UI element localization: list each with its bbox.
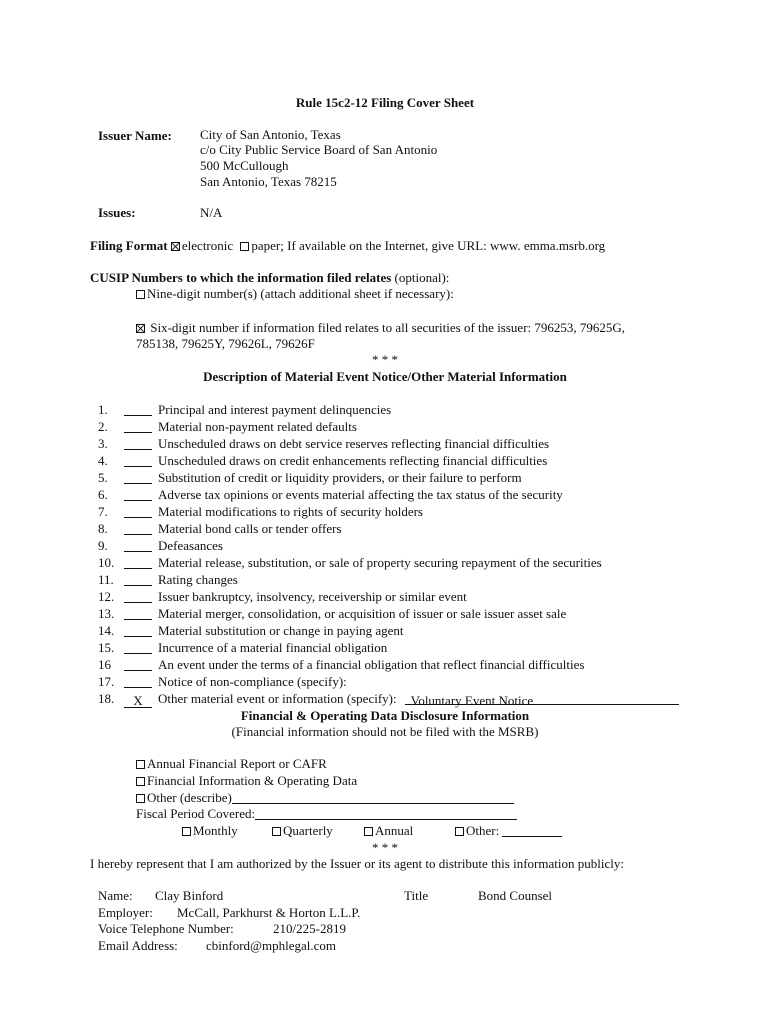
quarterly-label: Quarterly	[283, 823, 333, 838]
email-label: Email Address:	[98, 938, 178, 953]
other-describe-checkbox[interactable]	[136, 794, 145, 803]
material-event-item	[98, 401, 391, 418]
nine-digit-label: Nine-digit number(s) (attach additional sheet if necessary):	[147, 286, 454, 301]
fin-info-row	[136, 773, 357, 789]
material-event-item	[98, 554, 602, 571]
item-number: 9.	[98, 538, 108, 553]
material-event-item	[98, 469, 522, 486]
item-check-blank[interactable]	[124, 403, 152, 416]
issues-value: N/A	[200, 205, 223, 220]
item-description: An event under the terms of a financial obligation that reflect financial difficulties	[158, 657, 585, 672]
issuer-name-label: Issuer Name:	[98, 128, 172, 143]
period-options-row	[182, 823, 238, 839]
item-description: Material substitution or change in paying agent	[158, 623, 404, 638]
issuer-line-3: 500 McCullough	[200, 158, 289, 173]
paper-checkbox[interactable]	[240, 242, 249, 251]
item-description: Material merger, consolidation, or acquisition of issuer or sale issuer asset sale	[158, 606, 567, 621]
monthly-checkbox[interactable]	[182, 827, 191, 836]
item-number: 11.	[98, 572, 114, 587]
item-description: Principal and interest payment delinquencies	[158, 402, 392, 417]
material-event-item	[98, 605, 566, 622]
item-number: 4.	[98, 453, 108, 468]
item-number: 13.	[98, 606, 115, 621]
item-description: Incurrence of a material financial obligation	[158, 640, 388, 655]
item-number: 2.	[98, 419, 108, 434]
description-heading: Description of Material Event Notice/Other Material Information	[203, 369, 567, 384]
quarterly-checkbox[interactable]	[272, 827, 281, 836]
item-check-blank[interactable]	[124, 505, 152, 518]
item-check-blank[interactable]	[124, 590, 152, 603]
monthly-label: Monthly	[193, 823, 238, 838]
item-number: 8.	[98, 521, 108, 536]
item-check-blank[interactable]	[124, 454, 152, 467]
fin-info-checkbox[interactable]	[136, 777, 145, 786]
employer-value: McCall, Parkhurst & Horton L.L.P.	[177, 905, 361, 920]
quarterly-option	[272, 823, 333, 839]
item-check-blank[interactable]: X	[124, 695, 152, 708]
item-check-blank[interactable]	[124, 437, 152, 450]
fin-info-label: Financial Information & Operating Data	[147, 773, 358, 788]
other-describe-label: Other (describe)	[147, 790, 232, 805]
six-digit-label: Six-digit number if information filed relates to all securities of the issuer: 796253, 79625G,	[150, 320, 626, 335]
issuer-line-1: City of San Antonio, Texas	[200, 127, 341, 142]
cusip-optional: (optional):	[394, 270, 450, 285]
annual-report-row	[136, 756, 327, 772]
fiscal-period-label: Fiscal Period Covered:	[136, 806, 256, 821]
item-check-blank[interactable]	[124, 641, 152, 654]
issues-label: Issues:	[98, 205, 136, 220]
material-event-item	[98, 690, 679, 707]
item-number: 5.	[98, 470, 108, 485]
annual-label: Annual	[375, 823, 414, 838]
annual-report-checkbox[interactable]	[136, 760, 145, 769]
item-number: 3.	[98, 436, 108, 451]
contact-title-label: Title	[404, 888, 429, 903]
six-digit-continued: 785138, 79625Y, 79626L, 79626F	[136, 336, 315, 351]
material-event-item	[98, 656, 584, 673]
material-event-item	[98, 639, 387, 656]
fiscal-period-row	[136, 806, 517, 822]
item-check-blank[interactable]	[124, 556, 152, 569]
other-describe-row	[136, 790, 514, 806]
item-check-blank[interactable]	[124, 420, 152, 433]
contact-name-label: Name:	[98, 888, 133, 903]
paper-label: paper; If available on the Internet, give URL: www. emma.msrb.org	[251, 238, 606, 253]
item-description: Other material event or information (specify):	[158, 691, 397, 706]
item-number: 6.	[98, 487, 108, 502]
phone-value: 210/225-2819	[273, 921, 346, 936]
item-description: Material modifications to rights of security holders	[158, 504, 423, 519]
annual-option	[364, 823, 413, 839]
material-event-item	[98, 503, 423, 520]
material-event-item	[98, 537, 223, 554]
page-title: Rule 15c2-12 Filing Cover Sheet	[295, 95, 475, 110]
item-number: 16	[98, 657, 111, 672]
item-number: 7.	[98, 504, 108, 519]
item-check-blank[interactable]	[124, 573, 152, 586]
financial-subheading: (Financial information should not be filed with the MSRB)	[231, 724, 539, 739]
item-check-blank[interactable]	[124, 624, 152, 637]
item-number: 14.	[98, 623, 115, 638]
nine-digit-checkbox[interactable]	[136, 290, 145, 299]
phone-label: Voice Telephone Number:	[98, 921, 234, 936]
cusip-heading-row	[90, 270, 449, 286]
separator-1: * * *	[372, 352, 398, 367]
contact-name: Clay Binford	[155, 888, 224, 903]
filing-format-label: Filing Format	[90, 238, 168, 253]
material-event-item	[98, 588, 467, 605]
employer-label: Employer:	[98, 905, 153, 920]
item-specify-field[interactable]: Voluntary Event Notice	[405, 692, 679, 705]
annual-checkbox[interactable]	[364, 827, 373, 836]
six-digit-row	[136, 320, 625, 336]
item-check-blank[interactable]	[124, 607, 152, 620]
item-description: Issuer bankruptcy, insolvency, receivership or similar event	[158, 589, 467, 604]
item-description: Defeasances	[158, 538, 223, 553]
separator-2: * * *	[372, 840, 398, 855]
item-description: Material release, substitution, or sale of property securing repayment of the securities	[158, 555, 602, 570]
item-description: Material bond calls or tender offers	[158, 521, 342, 536]
item-number: 12.	[98, 589, 115, 604]
email-value: cbinford@mphlegal.com	[206, 938, 337, 953]
item-number: 17.	[98, 674, 115, 689]
item-number: 10.	[98, 555, 115, 570]
material-event-item	[98, 435, 549, 452]
issuer-line-2: c/o City Public Service Board of San Antonio	[200, 142, 438, 157]
material-event-item	[98, 571, 238, 588]
material-event-item	[98, 622, 404, 639]
cusip-heading: CUSIP Numbers to which the information filed relates	[90, 270, 392, 285]
filing-format-row	[90, 238, 605, 254]
item-check-blank[interactable]	[124, 539, 152, 552]
financial-heading: Financial & Operating Data Disclosure Information	[240, 708, 530, 723]
contact-title: Bond Counsel	[478, 888, 553, 903]
item-description: Unscheduled draws on debt service reserves reflecting financial difficulties	[158, 436, 550, 451]
item-description: Unscheduled draws on credit enhancements reflecting financial difficulties	[158, 453, 548, 468]
electronic-checkbox[interactable]	[171, 242, 180, 251]
other-period-line[interactable]	[502, 824, 562, 837]
item-number: 15.	[98, 640, 115, 655]
item-description: Adverse tax opinions or events material affecting the tax status of the security	[158, 487, 563, 502]
material-event-item	[98, 418, 357, 435]
material-event-item	[98, 673, 347, 690]
item-description: Substitution of credit or liquidity providers, or their failure to perform	[158, 470, 522, 485]
six-digit-checkbox[interactable]	[136, 324, 145, 333]
nine-digit-row	[136, 286, 454, 302]
item-check-blank[interactable]	[124, 675, 152, 688]
other-period-label: Other:	[466, 823, 500, 838]
material-event-item	[98, 520, 342, 537]
fiscal-period-line[interactable]	[255, 807, 517, 820]
other-period-checkbox[interactable]	[455, 827, 464, 836]
other-period-option	[455, 823, 562, 839]
item-number: 18.	[98, 691, 115, 706]
material-event-item	[98, 486, 563, 503]
item-description: Rating changes	[158, 572, 238, 587]
item-number: 1.	[98, 402, 108, 417]
annual-report-label: Annual Financial Report or CAFR	[147, 756, 327, 771]
item-description: Notice of non-compliance (specify):	[158, 674, 347, 689]
item-check-blank[interactable]	[124, 488, 152, 501]
material-event-item	[98, 452, 547, 469]
other-describe-line[interactable]	[232, 791, 514, 804]
item-check-blank[interactable]	[124, 471, 152, 484]
item-description: Material non-payment related defaults	[158, 419, 357, 434]
item-check-blank[interactable]	[124, 522, 152, 535]
electronic-label: electronic	[181, 238, 234, 253]
representation-statement: I hereby represent that I am authorized by the Issuer or its agent to distribute this information publicly:	[90, 856, 624, 871]
issuer-line-4: San Antonio, Texas 78215	[200, 174, 337, 189]
item-check-blank[interactable]	[124, 658, 152, 671]
